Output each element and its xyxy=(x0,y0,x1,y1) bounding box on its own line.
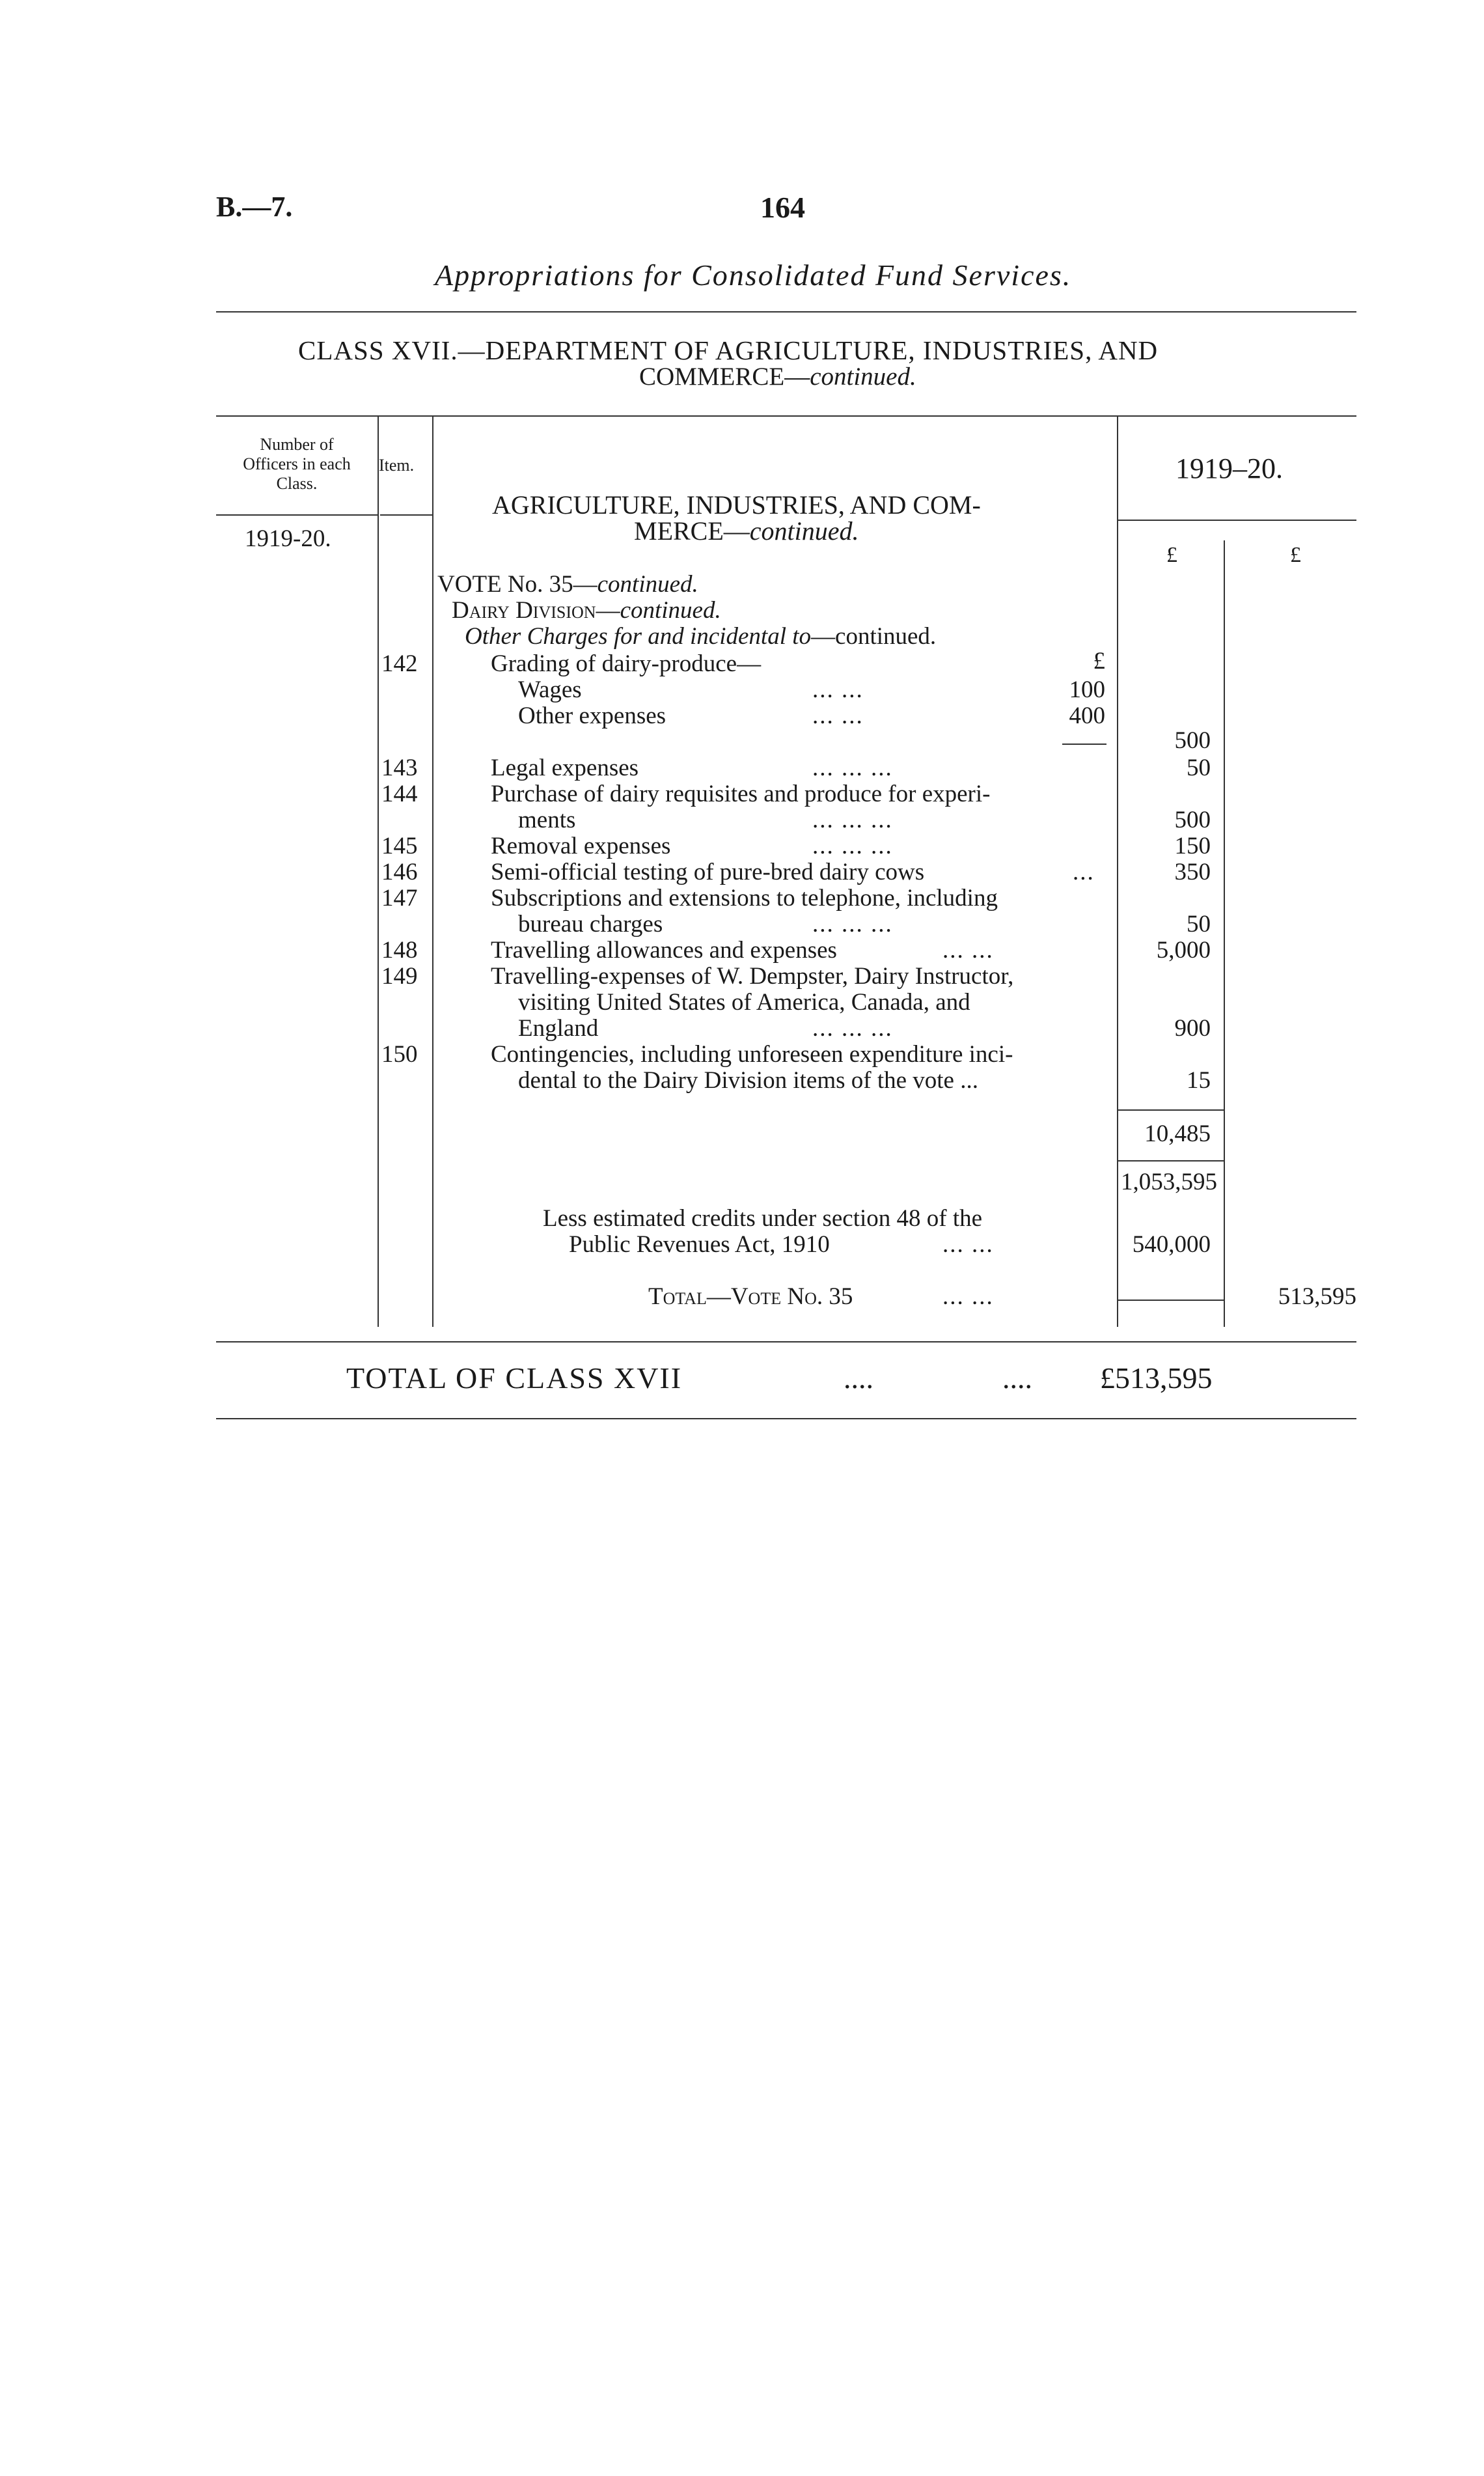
item-number: 148 xyxy=(381,937,418,964)
item-description: Semi-official testing of pure-bred dairy cows xyxy=(491,859,925,885)
leader-dots: ... ... xyxy=(812,702,864,729)
column-divider-amounts xyxy=(1224,540,1225,1327)
leader-dots: ... ... ... xyxy=(812,807,893,833)
header-rule xyxy=(216,311,1356,313)
item-description: Grading of dairy-produce— xyxy=(491,650,762,677)
item-description: Removal expenses xyxy=(491,833,671,859)
item-number: 145 xyxy=(381,833,418,859)
section-title-line2: MERCE—continued. xyxy=(634,516,859,546)
item-number: 144 xyxy=(381,781,418,807)
item-description: Contingencies, including unforeseen expenditure inci- xyxy=(491,1041,1013,1068)
division-heading: Dairy Division—continued. xyxy=(452,597,721,624)
subtotal-amount: 10,485 xyxy=(1144,1120,1211,1147)
sub-item-value: 100 xyxy=(1069,676,1105,703)
leader-dots: ... ... ... xyxy=(812,755,893,781)
class-title-line1: CLASS XVII.—DEPARTMENT OF AGRICULTURE, INDUSTRIES, AND xyxy=(298,335,1159,365)
item-description: Purchase of dairy requisites and produce for experi- xyxy=(491,781,991,807)
leader-dots: .... xyxy=(844,1361,873,1395)
item-description: Subscriptions and extensions to telephone, including xyxy=(491,885,998,911)
sub-pound-sign: £ xyxy=(1093,648,1105,675)
document-reference: B.—7. xyxy=(216,191,293,223)
item-amount: 500 xyxy=(1174,807,1211,833)
vote-total-amount: 513,595 xyxy=(1278,1283,1356,1310)
item-number: 146 xyxy=(381,859,418,885)
item-description-cont: ments xyxy=(518,807,576,833)
year-header-rule xyxy=(1117,520,1356,521)
leader-dots: ... ... ... xyxy=(812,833,893,859)
leader-dots: ... ... ... xyxy=(812,911,893,938)
gross-top-rule xyxy=(1117,1160,1224,1161)
item-header-rule xyxy=(380,514,432,516)
item-description-cont: visiting United States of America, Canada, and xyxy=(518,989,970,1016)
subtotal-top-rule xyxy=(1117,1109,1224,1111)
grand-total-label: TOTAL OF CLASS XVII xyxy=(346,1361,683,1395)
table-top-rule xyxy=(216,415,1356,417)
leader-dots: ... ... xyxy=(812,676,864,703)
column-divider-officers xyxy=(378,415,379,1327)
column-divider-item xyxy=(432,415,433,1327)
item-column-header: Item. xyxy=(379,456,415,475)
item-amount: 350 xyxy=(1174,859,1211,885)
subtotal-rule xyxy=(1062,744,1106,745)
item-number: 149 xyxy=(381,963,418,990)
leader-dots: .... xyxy=(1002,1361,1032,1395)
less-credits-line2: Public Revenues Act, 1910 xyxy=(569,1231,830,1258)
item-number: 142 xyxy=(381,650,418,677)
sub-item-value: 400 xyxy=(1069,702,1105,729)
page-number: 164 xyxy=(760,191,805,224)
item-description-cont: bureau charges xyxy=(518,911,663,938)
item-description: Legal expenses xyxy=(491,755,639,781)
item-description: Travelling-expenses of W. Dempster, Dairy Instructor, xyxy=(491,963,1014,990)
vote-heading: VOTE No. 35—continued. xyxy=(437,571,698,598)
officers-column-header: Number of Officers in each Class. xyxy=(243,435,351,493)
gross-amount: 1,053,595 xyxy=(1121,1169,1217,1195)
grand-total-amount: £513,595 xyxy=(1100,1361,1213,1395)
item-number: 147 xyxy=(381,885,418,911)
sub-item-label: Wages xyxy=(518,676,582,703)
leader-dots: ... xyxy=(1073,859,1095,885)
item-description: Travelling allowances and expenses xyxy=(491,937,837,964)
vote-total-rule xyxy=(1117,1300,1224,1301)
section-title-line1: AGRICULTURE, INDUSTRIES, AND COM- xyxy=(492,490,981,520)
officers-header-rule xyxy=(216,514,378,516)
item-amount: 150 xyxy=(1174,833,1211,859)
grand-total-rule xyxy=(216,1418,1356,1419)
page-subtitle: Appropriations for Consolidated Fund Services. xyxy=(435,258,1072,292)
item-amount: 500 xyxy=(1174,727,1211,754)
table-bottom-rule xyxy=(216,1341,1356,1342)
item-amount: 900 xyxy=(1174,1015,1211,1042)
item-description-cont: England xyxy=(518,1015,599,1042)
pound-column-1: £ xyxy=(1166,543,1177,567)
sub-item-label: Other expenses xyxy=(518,702,666,729)
less-credits-amount: 540,000 xyxy=(1132,1231,1211,1258)
year-column-header: 1919–20. xyxy=(1175,452,1283,484)
leader-dots: ... ... xyxy=(942,1283,994,1310)
class-title-line2: COMMERCE—continued. xyxy=(639,363,916,391)
leader-dots: ... ... xyxy=(942,937,994,964)
item-amount: 5,000 xyxy=(1156,937,1211,964)
item-amount: 15 xyxy=(1187,1067,1211,1094)
item-number: 143 xyxy=(381,755,418,781)
leader-dots: ... ... xyxy=(942,1231,994,1258)
item-description-cont: dental to the Dairy Division items of the vote ... xyxy=(518,1067,978,1094)
vote-total-label: Total—Vote No. 35 xyxy=(648,1283,853,1310)
item-amount: 50 xyxy=(1187,911,1211,938)
officers-year: 1919-20. xyxy=(245,525,331,552)
other-charges-heading: Other Charges for and incidental to—continued. xyxy=(465,623,937,650)
item-number: 150 xyxy=(381,1041,418,1068)
item-amount: 50 xyxy=(1187,755,1211,781)
pound-column-2: £ xyxy=(1290,543,1301,567)
leader-dots: ... ... ... xyxy=(812,1015,893,1042)
less-credits-line1: Less estimated credits under section 48 of the xyxy=(543,1205,983,1232)
